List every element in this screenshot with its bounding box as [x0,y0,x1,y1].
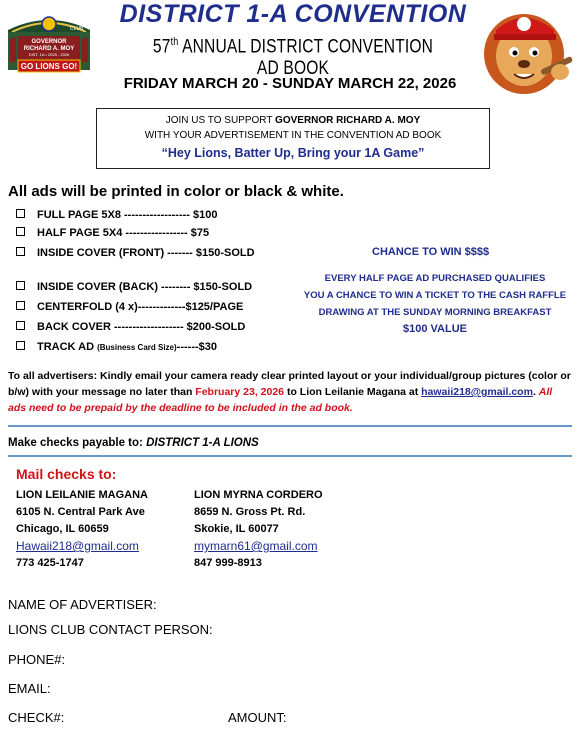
mail-heading: Mail checks to: [16,466,117,482]
slogan: “Hey Lions, Batter Up, Bring your 1A Game” [161,146,425,160]
instructions: To all advertisers: Kindly email your camera ready clear printed layout or your individual/group pictures (color or b/w) with your message no later than February 23, 2026 to Lion Leilanie Magana at hawaii218@gmail.com. All ads need to be prepaid by the deadline to be included in the ad book. [8,370,571,414]
contact-email-link[interactable]: Hawaii218@gmail.com [16,539,139,553]
contact-email-link[interactable]: mymarn61@gmail.com [194,539,318,553]
checkbox[interactable] [16,301,25,310]
ad-option-inside-cover-front[interactable]: INSIDE COVER (FRONT) ------- $150-SOLD [16,247,255,259]
contact-card: LION LEILANIE MAGANA 6105 N. Central Park Ave Chicago, IL 60659 Hawaii218@gmail.com 773 425-1747 [16,489,148,569]
logo-club-text: CLUB [70,26,84,32]
ads-heading: All ads will be printed in color or black & white. [8,183,344,200]
checkbox[interactable] [16,321,25,330]
checkbox[interactable] [16,341,25,350]
email-field[interactable]: EMAIL: [8,681,51,696]
check-number-field[interactable]: CHECK#: [8,710,65,725]
ad-option-centerfold[interactable]: CENTERFOLD (4 x)-------------$125/PAGE [16,301,243,313]
email-link[interactable]: hawaii218@gmail.com [421,386,533,398]
ad-option-half-page[interactable]: HALF PAGE 5X4 ----------------- $75 [16,227,209,239]
ad-option-inside-cover-back[interactable]: INSIDE COVER (BACK) -------- $150-SOLD [16,281,252,293]
lion-baseball-mascot-icon [474,2,578,100]
event-dates: FRIDAY MARCH 20 - SUNDAY MARCH 22, 2026 [123,75,457,92]
page-subtitle: 57th ANNUAL DISTRICT CONVENTION AD BOOK [152,36,434,80]
contact-card: LION MYRNA CORDERO 8659 N. Gross Pt. Rd. Skokie, IL 60077 mymarn61@gmail.com 847 999-8913 [194,489,323,569]
support-line-2: WITH YOUR ADVERTISEMENT IN THE CONVENTION AD BOOK [144,130,442,141]
checkbox[interactable] [16,247,25,256]
checkbox[interactable] [16,281,25,290]
svg-text:GOVERNOR: GOVERNOR [31,39,67,45]
divider [8,425,572,427]
support-line-1: JOIN US TO SUPPORT GOVERNOR RICHARD A. MOY [165,115,421,126]
amount-field[interactable]: AMOUNT: [228,710,287,725]
payable-line: Make checks payable to: DISTRICT 1-A LIONS [8,437,259,449]
governor-logo [4,10,94,76]
ad-option-full-page[interactable]: FULL PAGE 5X8 ------------------ $100 [16,209,217,221]
divider [8,455,572,457]
support-box [96,108,490,169]
raffle-heading: CHANCE TO WIN $$$$ [372,246,490,258]
advertiser-field[interactable]: NAME OF ADVERTISER: [8,597,157,612]
phone-field[interactable]: PHONE#: [8,652,66,667]
svg-text:DIST. 1A • 2025 - 2026: DIST. 1A • 2025 - 2026 [28,52,70,57]
checkbox[interactable] [16,209,25,218]
svg-text:RICHARD A. MOY: RICHARD A. MOY [23,46,75,52]
checkbox[interactable] [16,227,25,236]
ad-option-back-cover[interactable]: BACK COVER ------------------- $200-SOLD [16,321,245,333]
raffle-details: EVERY HALF PAGE AD PURCHASED QUALIFIES YOU A CHANCE TO WIN A TICKET TO THE CASH RAFFLE DRAWING AT THE SUNDAY MORNING BREAKFAST $100 VALUE [303,273,567,335]
svg-text:GO LIONS GO!: GO LIONS GO! [20,62,78,71]
page-title: DISTRICT 1-A CONVENTION [119,0,467,28]
contact-person-field[interactable]: LIONS CLUB CONTACT PERSON: [8,622,213,637]
ad-option-track-ad[interactable]: TRACK AD (Business Card Size)------$30 [16,341,217,353]
